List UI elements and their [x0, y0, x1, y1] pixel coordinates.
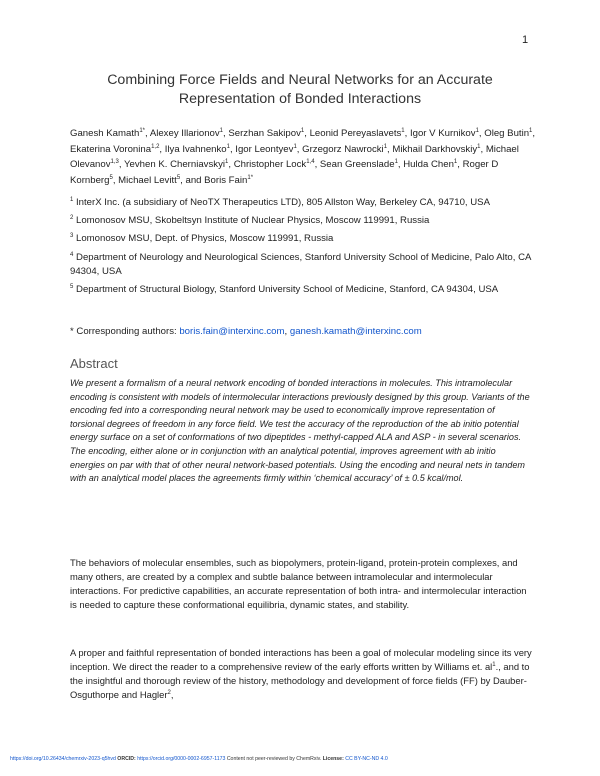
- title-line-1: Combining Force Fields and Neural Networks for an Accurate: [107, 72, 493, 88]
- affiliation-superscript: 5: [176, 174, 181, 181]
- author-text: , Yevhen K. Cherniavskyi: [118, 159, 226, 170]
- affiliation-text: InterX Inc. (a subsidiary of NeoTX Therapeutics LTD), 805 Allston Way, Berkeley CA, 94710, USA: [73, 197, 490, 208]
- orcid-link[interactable]: https://orcid.org/0000-0002-6957-1173: [137, 756, 226, 762]
- author-text: , Christopher Lock: [228, 159, 307, 170]
- affiliation-superscript: 1: [477, 143, 481, 150]
- author-list: [70, 126, 536, 188]
- abstract-heading: Abstract: [70, 356, 118, 371]
- author-text: , and Boris Fain: [180, 174, 248, 186]
- affiliation-item: [70, 214, 536, 228]
- author-text: , Michael Olevanov: [70, 143, 519, 170]
- affiliation-superscript: 1,2: [151, 143, 160, 150]
- author-text: , Leonid Pereyaslavets: [304, 128, 402, 139]
- para2-text-b: ., and to the insightful and thorough review of the history, methodology and development of force fields (FF) by Dauber-Osguthorpe and Hagler: [70, 661, 530, 700]
- license-link[interactable]: CC BY-NC-ND 4.0: [345, 756, 388, 762]
- peer-review-notice: Content not peer-reviewed by ChemRxiv.: [226, 756, 322, 762]
- affiliation-superscript: 1,3: [110, 159, 119, 165]
- affiliation-item: [70, 196, 536, 210]
- affiliation-superscript: 1: [453, 159, 458, 165]
- para2-text-a: A proper and faithful representation of bonded interactions has been a goal of molecular modeling since its very inception. We direct the reader to a comprehensive review of the early efforts written by Williams et. al: [70, 647, 532, 672]
- author-text: , Hulda Chen: [397, 159, 454, 170]
- email-link-fain[interactable]: boris.fain@interxinc.com: [179, 326, 285, 337]
- affiliation-text: Lomonosov MSU, Dept. of Physics, Moscow 119991, Russia: [73, 233, 334, 245]
- affiliation-text: Department of Neurology and Neurological Sciences, Stanford University School of Medicine, Palo Alto, CA 94304, USA: [70, 251, 531, 277]
- author-text: , Alexey Illarionov: [145, 128, 220, 139]
- author-text: , Ilya Ivahnenko: [159, 143, 227, 155]
- license-label: License:: [322, 756, 344, 762]
- affiliation-number: 4: [70, 251, 74, 258]
- affiliation-item: [70, 283, 536, 297]
- author-text: , Mikhail Darkhovskiy: [387, 143, 478, 155]
- affiliation-text: Lomonosov MSU, Skobeltsyn Institute of Nuclear Physics, Moscow 119991, Russia: [73, 215, 430, 227]
- affiliation-item: [70, 251, 536, 279]
- abstract-text: We present a formalism of a neural network encoding of bonded interactions in molecules. This intramolecular encoding is consistent with models of intermolecular interactions previously designed by this group. Variants of the encoding fed into a corresponding neural network may be used to economically improve representation of torsional degrees of freedom in any force field. We test the accuracy of the reproduction of the ab initio potential energy surface on a set of conformations of two dipeptides - methyl-capped ALA and ASP - in several scenarios. The encoding, either alone or in conjunction with an analytical potential, improves agreement with ab initio energies on par with that of other neural network-based potentials. Using the encoding and neural nets in tandem with an analytical model places the agreements firmly within ‘chemical accuracy’ of ± 0.5 kcal/mol.: [70, 378, 530, 484]
- author-text: , Igor Leontyev: [229, 143, 294, 155]
- corresponding-label: * Corresponding authors:: [70, 326, 180, 337]
- email-link-kamath[interactable]: ganesh.kamath@interxinc.com: [289, 326, 422, 337]
- title-line-2: Representation of Bonded Interactions: [178, 91, 422, 107]
- affiliation-superscript: 1: [225, 159, 229, 165]
- paper-title: [60, 71, 540, 109]
- para2-text-c: ,: [170, 689, 174, 700]
- author-text: Ganesh Kamath: [70, 128, 140, 139]
- citation-superscript: 2: [167, 690, 171, 696]
- body-paragraph-1: The behaviors of molecular ensembles, such as biopolymers, protein-ligand, protein-protein complexes, and many others, are created by a complex and subtle balance between intramolecular and intermolecular interactions. For predictive capabilities, an accurate representation of both intra- and intermolecular interaction is needed to capture these conformational equilibria, dynamic states, and stability.: [70, 557, 527, 610]
- affiliation-superscript: 1*: [139, 128, 146, 134]
- author-text: , Igor V Kurnikov: [404, 128, 476, 139]
- orcid-label: ORCID:: [117, 756, 136, 762]
- email-separator: ,: [284, 326, 290, 337]
- affiliation-superscript: 1: [401, 128, 405, 134]
- affiliation-superscript: 1: [300, 128, 305, 134]
- author-text: , Oleg Butin: [478, 128, 530, 139]
- affiliation-superscript: 1: [394, 159, 398, 165]
- affiliation-number: 2: [70, 215, 74, 222]
- doi-link[interactable]: https://doi.org/10.26434/chemrxiv-2023-q5hvd: [10, 756, 116, 762]
- affiliation-superscript: 1: [529, 128, 533, 134]
- citation-superscript: 1: [492, 662, 496, 668]
- author-text: , Roger D Kornberg: [70, 159, 499, 186]
- affiliation-number: 5: [70, 284, 74, 291]
- affiliation-list: [70, 196, 536, 301]
- affiliation-text: Department of Structural Biology, Stanford University School of Medicine, Stanford, CA 94304, USA: [73, 284, 499, 296]
- affiliation-superscript: 1: [219, 128, 224, 134]
- affiliation-item: [70, 232, 536, 246]
- affiliation-superscript: 1: [293, 143, 297, 150]
- author-text: , Sean Greenslade: [314, 159, 395, 170]
- affiliation-superscript: 1,4: [306, 159, 315, 165]
- affiliation-number: 1: [70, 197, 74, 203]
- affiliation-superscript: 1*: [247, 174, 254, 181]
- page-number: 1: [522, 34, 529, 46]
- affiliation-superscript: 1: [383, 143, 388, 150]
- author-text: , Serzhan Sakipov: [223, 128, 301, 139]
- corresponding-authors: [70, 325, 536, 339]
- affiliation-superscript: 1: [475, 128, 479, 134]
- author-text: , Grzegorz Nawrocki: [296, 143, 384, 155]
- affiliation-superscript: 1: [226, 143, 230, 150]
- affiliation-superscript: 5: [109, 174, 113, 181]
- author-text: , Ekaterina Voronina: [70, 128, 536, 155]
- body-paragraph-2: [70, 646, 532, 702]
- affiliation-number: 3: [70, 233, 74, 240]
- page-footer: [10, 756, 600, 762]
- author-text: , Michael Levitt: [112, 174, 177, 186]
